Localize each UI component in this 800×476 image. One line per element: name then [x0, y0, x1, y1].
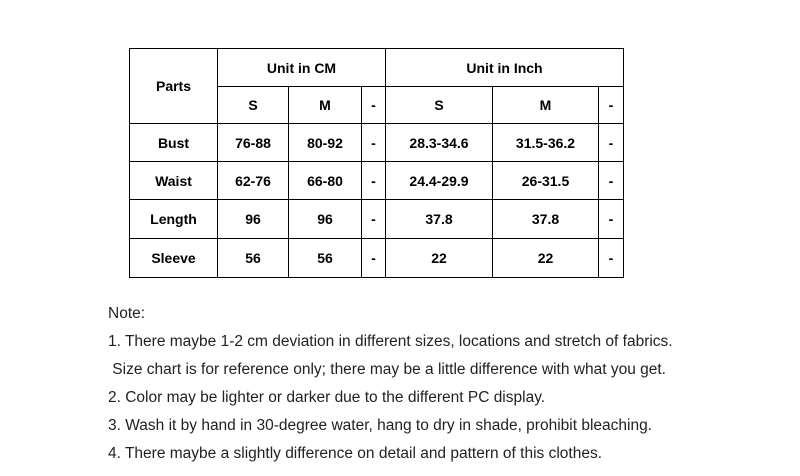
unit-inch-header: Unit in Inch	[386, 49, 624, 87]
table-cell: -	[362, 124, 386, 162]
table-row	[130, 162, 624, 200]
row-part-label: Waist	[130, 162, 218, 200]
table-row	[130, 200, 624, 239]
table-cell: 80-92	[289, 124, 362, 162]
table-cell: 22	[493, 239, 599, 278]
table-cell: 37.8	[386, 200, 493, 239]
table-cell: -	[362, 162, 386, 200]
note-line: 2. Color may be lighter or darker due to the different PC display.	[108, 389, 546, 406]
unit-cm-header: Unit in CM	[218, 49, 386, 87]
table-cell: 22	[386, 239, 493, 278]
row-part-label: Sleeve	[130, 239, 218, 278]
notes-heading: Note:	[108, 305, 146, 322]
table-cell: 37.8	[493, 200, 599, 239]
size-chart-table	[129, 48, 624, 278]
note-line: 1. There maybe 1-2 cm deviation in different sizes, locations and stretch of fabrics.	[108, 333, 673, 350]
size-header-inch-s: S	[386, 87, 493, 124]
table-cell: 56	[289, 239, 362, 278]
table-cell: -	[599, 124, 624, 162]
notes-section	[108, 300, 673, 468]
row-part-label: Bust	[130, 124, 218, 162]
note-line: 3. Wash it by hand in 30-degree water, hang to dry in shade, prohibit bleaching.	[108, 417, 652, 434]
size-header-inch-dash: -	[599, 87, 624, 124]
parts-header: Parts	[130, 49, 218, 124]
note-line: Size chart is for reference only; there may be a little difference with what you get.	[108, 361, 666, 378]
table-cell: 56	[218, 239, 289, 278]
table-cell: -	[362, 239, 386, 278]
size-header-inch-m: M	[493, 87, 599, 124]
table-cell: 96	[289, 200, 362, 239]
table-row	[130, 124, 624, 162]
size-header-cm-m: M	[289, 87, 362, 124]
table-cell: -	[599, 200, 624, 239]
row-part-label: Length	[130, 200, 218, 239]
table-cell: 62-76	[218, 162, 289, 200]
table-cell: 28.3-34.6	[386, 124, 493, 162]
note-line: 4. There maybe a slightly difference on detail and pattern of this clothes.	[108, 445, 603, 462]
table-cell: 96	[218, 200, 289, 239]
table-row	[130, 239, 624, 278]
size-header-cm-dash: -	[362, 87, 386, 124]
table-cell: 76-88	[218, 124, 289, 162]
table-cell: 31.5-36.2	[493, 124, 599, 162]
table-cell: -	[362, 200, 386, 239]
table-cell: 26-31.5	[493, 162, 599, 200]
table-cell: -	[599, 162, 624, 200]
table-cell: 66-80	[289, 162, 362, 200]
table-header-row	[130, 49, 624, 87]
table-cell: -	[599, 239, 624, 278]
size-header-cm-s: S	[218, 87, 289, 124]
table-cell: 24.4-29.9	[386, 162, 493, 200]
